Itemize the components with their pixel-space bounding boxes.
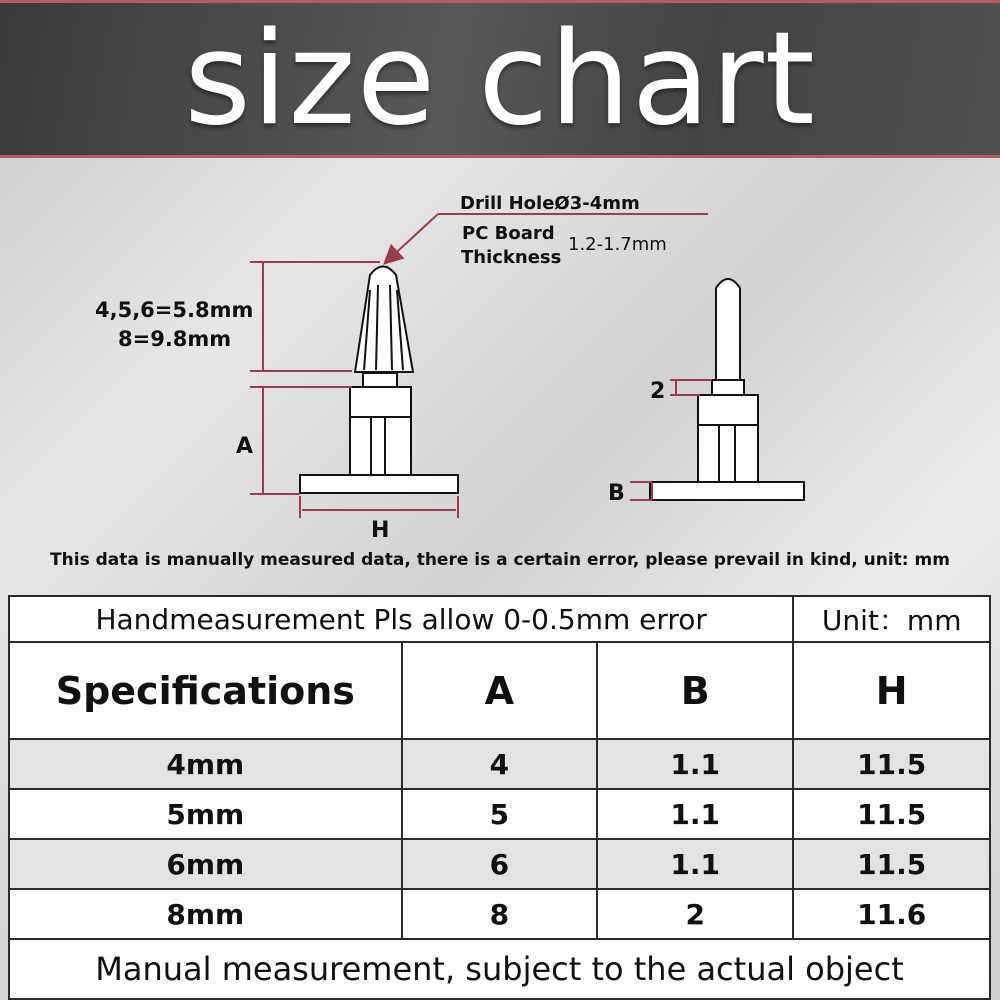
cell-h: 11.5: [793, 839, 990, 889]
height-label-1: 4,5,6=5.8mm: [95, 298, 254, 322]
col-header-h: H: [793, 642, 990, 739]
table-row: [9, 889, 990, 939]
measurement-note: This data is manually measured data, there is a certain error, please prevail in kind, unit: mm: [50, 550, 950, 570]
unit-cell: Unit：mm: [793, 596, 990, 642]
standoff-diagram: [0, 158, 1000, 548]
col-header-a: A: [402, 642, 597, 739]
right-standoff-drawing: [650, 279, 804, 500]
cell-a: 5: [402, 789, 597, 839]
cell-b: 2: [597, 889, 793, 939]
col-header-b: B: [597, 642, 793, 739]
cell-h: 11.5: [793, 789, 990, 839]
cell-spec: 4mm: [9, 739, 402, 789]
left-standoff-drawing: [300, 267, 458, 494]
spec-table: [8, 595, 991, 1000]
table-row: [9, 839, 990, 889]
table-row: [9, 739, 990, 789]
cell-h: 11.6: [793, 889, 990, 939]
cell-spec: 5mm: [9, 789, 402, 839]
dimension-a-label: A: [236, 434, 254, 459]
table-footer-row: [9, 939, 990, 999]
col-header-specifications: Specifications: [9, 642, 402, 739]
column-header-row: [9, 642, 990, 739]
dimension-b-label: B: [608, 481, 625, 506]
page-title: size chart: [184, 4, 816, 154]
cell-b: 1.1: [597, 839, 793, 889]
error-note-cell: Handmeasurement Pls allow 0-0.5mm error: [9, 596, 793, 642]
cell-b: 1.1: [597, 739, 793, 789]
cell-spec: 6mm: [9, 839, 402, 889]
cell-a: 4: [402, 739, 597, 789]
dimension-2-label: 2: [650, 379, 666, 404]
dimension-h-label: H: [371, 518, 390, 543]
cell-b: 1.1: [597, 789, 793, 839]
pc-board-thickness-label: Thickness: [461, 247, 562, 268]
drill-hole-label: Drill HoleØ3-4mm: [460, 193, 640, 214]
cell-a: 6: [402, 839, 597, 889]
cell-spec: 8mm: [9, 889, 402, 939]
table-header-row: [9, 596, 990, 642]
pc-board-thickness-value: 1.2-1.7mm: [568, 234, 667, 255]
pc-board-label: PC Board: [462, 223, 555, 244]
table-row: [9, 789, 990, 839]
title-banner: [0, 0, 1000, 158]
footer-note-cell: Manual measurement, subject to the actual object: [9, 939, 990, 999]
height-label-2: 8=9.8mm: [118, 327, 232, 351]
cell-a: 8: [402, 889, 597, 939]
cell-h: 11.5: [793, 739, 990, 789]
